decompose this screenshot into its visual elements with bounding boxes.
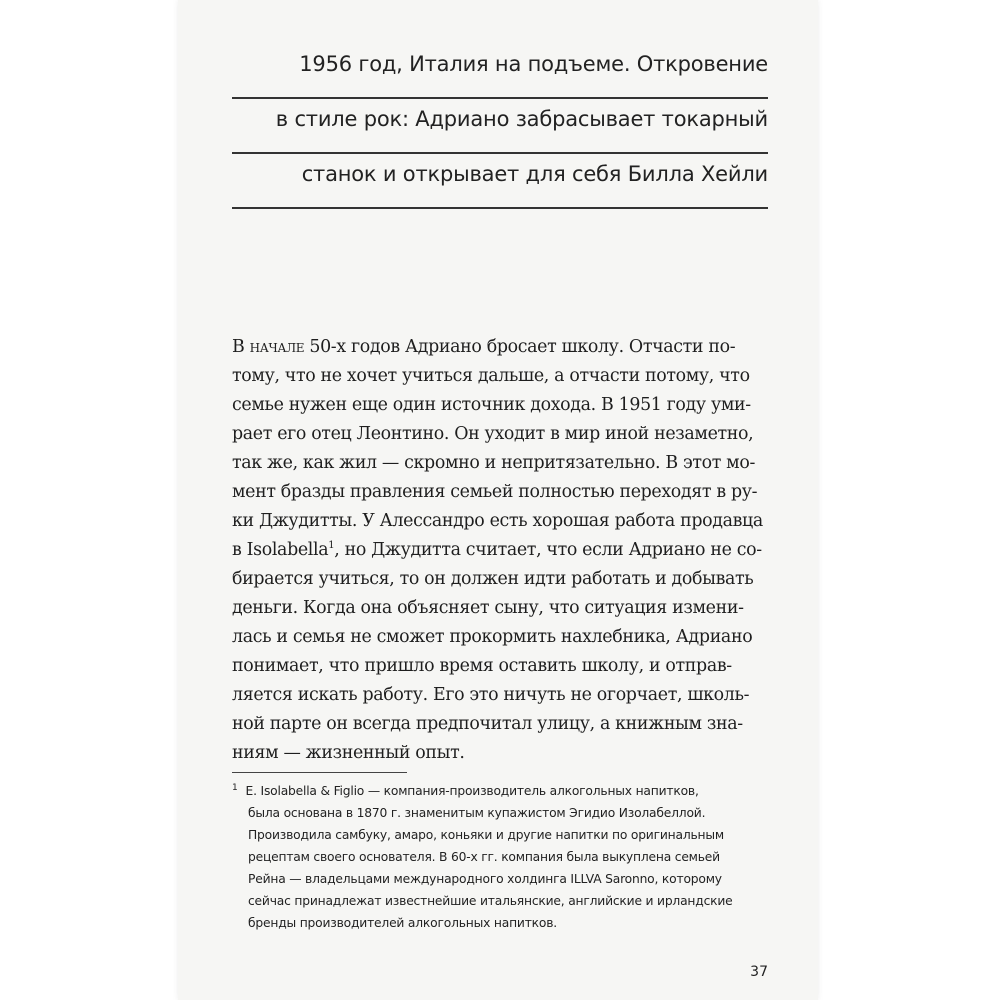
body-line-text — [232, 333, 735, 362]
body-line — [232, 652, 768, 681]
footnote-line-6-text: сейчас принадлежат известнейшие итальянские, английские и ирландские — [248, 894, 733, 908]
footnote-line — [232, 912, 768, 934]
body-line — [232, 333, 768, 362]
footnote-line — [232, 780, 768, 802]
body-line — [232, 739, 768, 768]
body-line — [232, 507, 768, 536]
body-line — [232, 420, 768, 449]
heading-line-1 — [232, 44, 768, 99]
drop-first-words: В начале — [232, 337, 305, 357]
body-line — [232, 478, 768, 507]
body-line-1-text: 50-х годов Адриано бросает школу. Отчасти по- — [304, 337, 736, 357]
body-line-2-text: тому, что не хочет учиться дальше, а отчасти потому, что — [232, 366, 750, 386]
footnote-mark: 1 — [232, 782, 238, 793]
body-line-3-text: семье нужен еще один источник дохода. В 1951 году уми- — [232, 395, 751, 415]
body-line — [232, 565, 768, 594]
body-line — [232, 710, 768, 739]
footnote-line-1 — [232, 780, 699, 802]
body-line — [232, 391, 768, 420]
heading-line-2 — [232, 99, 768, 154]
body-line — [232, 681, 768, 710]
heading-text-3: станок и открывает для себя Билла Хейли — [301, 162, 768, 186]
body-line-11-text: лась и семья не сможет прокормить нахлебника, Адриано — [232, 627, 753, 647]
footnote-line — [232, 824, 768, 846]
isolabella-text: в Isolabella — [232, 540, 329, 560]
body-line — [232, 362, 768, 391]
body-line-4-text: рает его отец Леонтино. Он уходит в мир иной незаметно, — [232, 424, 754, 444]
body-line-6-text: мент бразды правления семьей полностью переходят в ру- — [232, 482, 758, 502]
footnote-line — [232, 890, 768, 912]
footnote-line-1-text: E. Isolabella & Figlio — компания-производитель алкогольных напитков, — [245, 784, 699, 798]
footnote-line-5-text: Рейна — владельцами международного холдинга ILLVA Saronno, которому — [248, 872, 722, 886]
body-line — [232, 449, 768, 478]
footnote-line — [232, 868, 768, 890]
body-line-8-text — [232, 536, 762, 565]
footnote-line-3-text: Производила самбуку, амаро, коньяки и другие напитки по оригинальным — [248, 828, 724, 842]
body-line — [232, 623, 768, 652]
footnote-line-7-text: бренды производителей алкогольных напитков. — [248, 916, 557, 930]
footnote-line — [232, 846, 768, 868]
body-line-15-text: ниям — жизненный опыт. — [232, 743, 465, 763]
body-paragraph — [232, 333, 768, 768]
body-line-12-text: понимает, что пришло время оставить школу, и отправ- — [232, 656, 732, 676]
heading-text-1: 1956 год, Италия на подъеме. Откровение — [299, 52, 768, 76]
footnote-line-2-text: была основана в 1870 г. знаменитым купажистом Эгидио Изолабеллой. — [248, 806, 706, 820]
footnote — [232, 780, 768, 934]
footnote-line — [232, 802, 768, 824]
footnote-reference[interactable]: 1 — [328, 540, 335, 552]
footnote-line-4-text: рецептам своего основателя. В 60-х гг. компания была выкуплена семьей — [248, 850, 720, 864]
body-line — [232, 536, 768, 565]
heading-text-2: в стиле рок: Адриано забрасывает токарный — [275, 107, 768, 131]
body-line — [232, 594, 768, 623]
body-line-5-text: так же, как жил — скромно и непритязательно. В этот мо- — [232, 453, 755, 473]
body-line-8-rest: , но Джудитта считает, что если Адриано не со- — [334, 540, 762, 560]
body-line-10-text: деньги. Когда она объясняет сыну, что ситуация измени- — [232, 598, 744, 618]
body-line-13-text: ляется искать работу. Его это ничуть не огорчает, школь- — [232, 685, 750, 705]
page-number: 37 — [750, 964, 768, 980]
chapter-heading — [232, 44, 768, 209]
footnote-divider — [232, 772, 407, 773]
body-line-9-text: бирается учиться, то он должен идти работать и добывать — [232, 569, 754, 589]
body-line-14-text: ной парте он всегда предпочитал улицу, а книжным зна- — [232, 714, 743, 734]
body-line-7-text: ки Джудитты. У Алессандро есть хорошая работа продавца — [232, 511, 763, 531]
heading-line-3 — [232, 154, 768, 209]
